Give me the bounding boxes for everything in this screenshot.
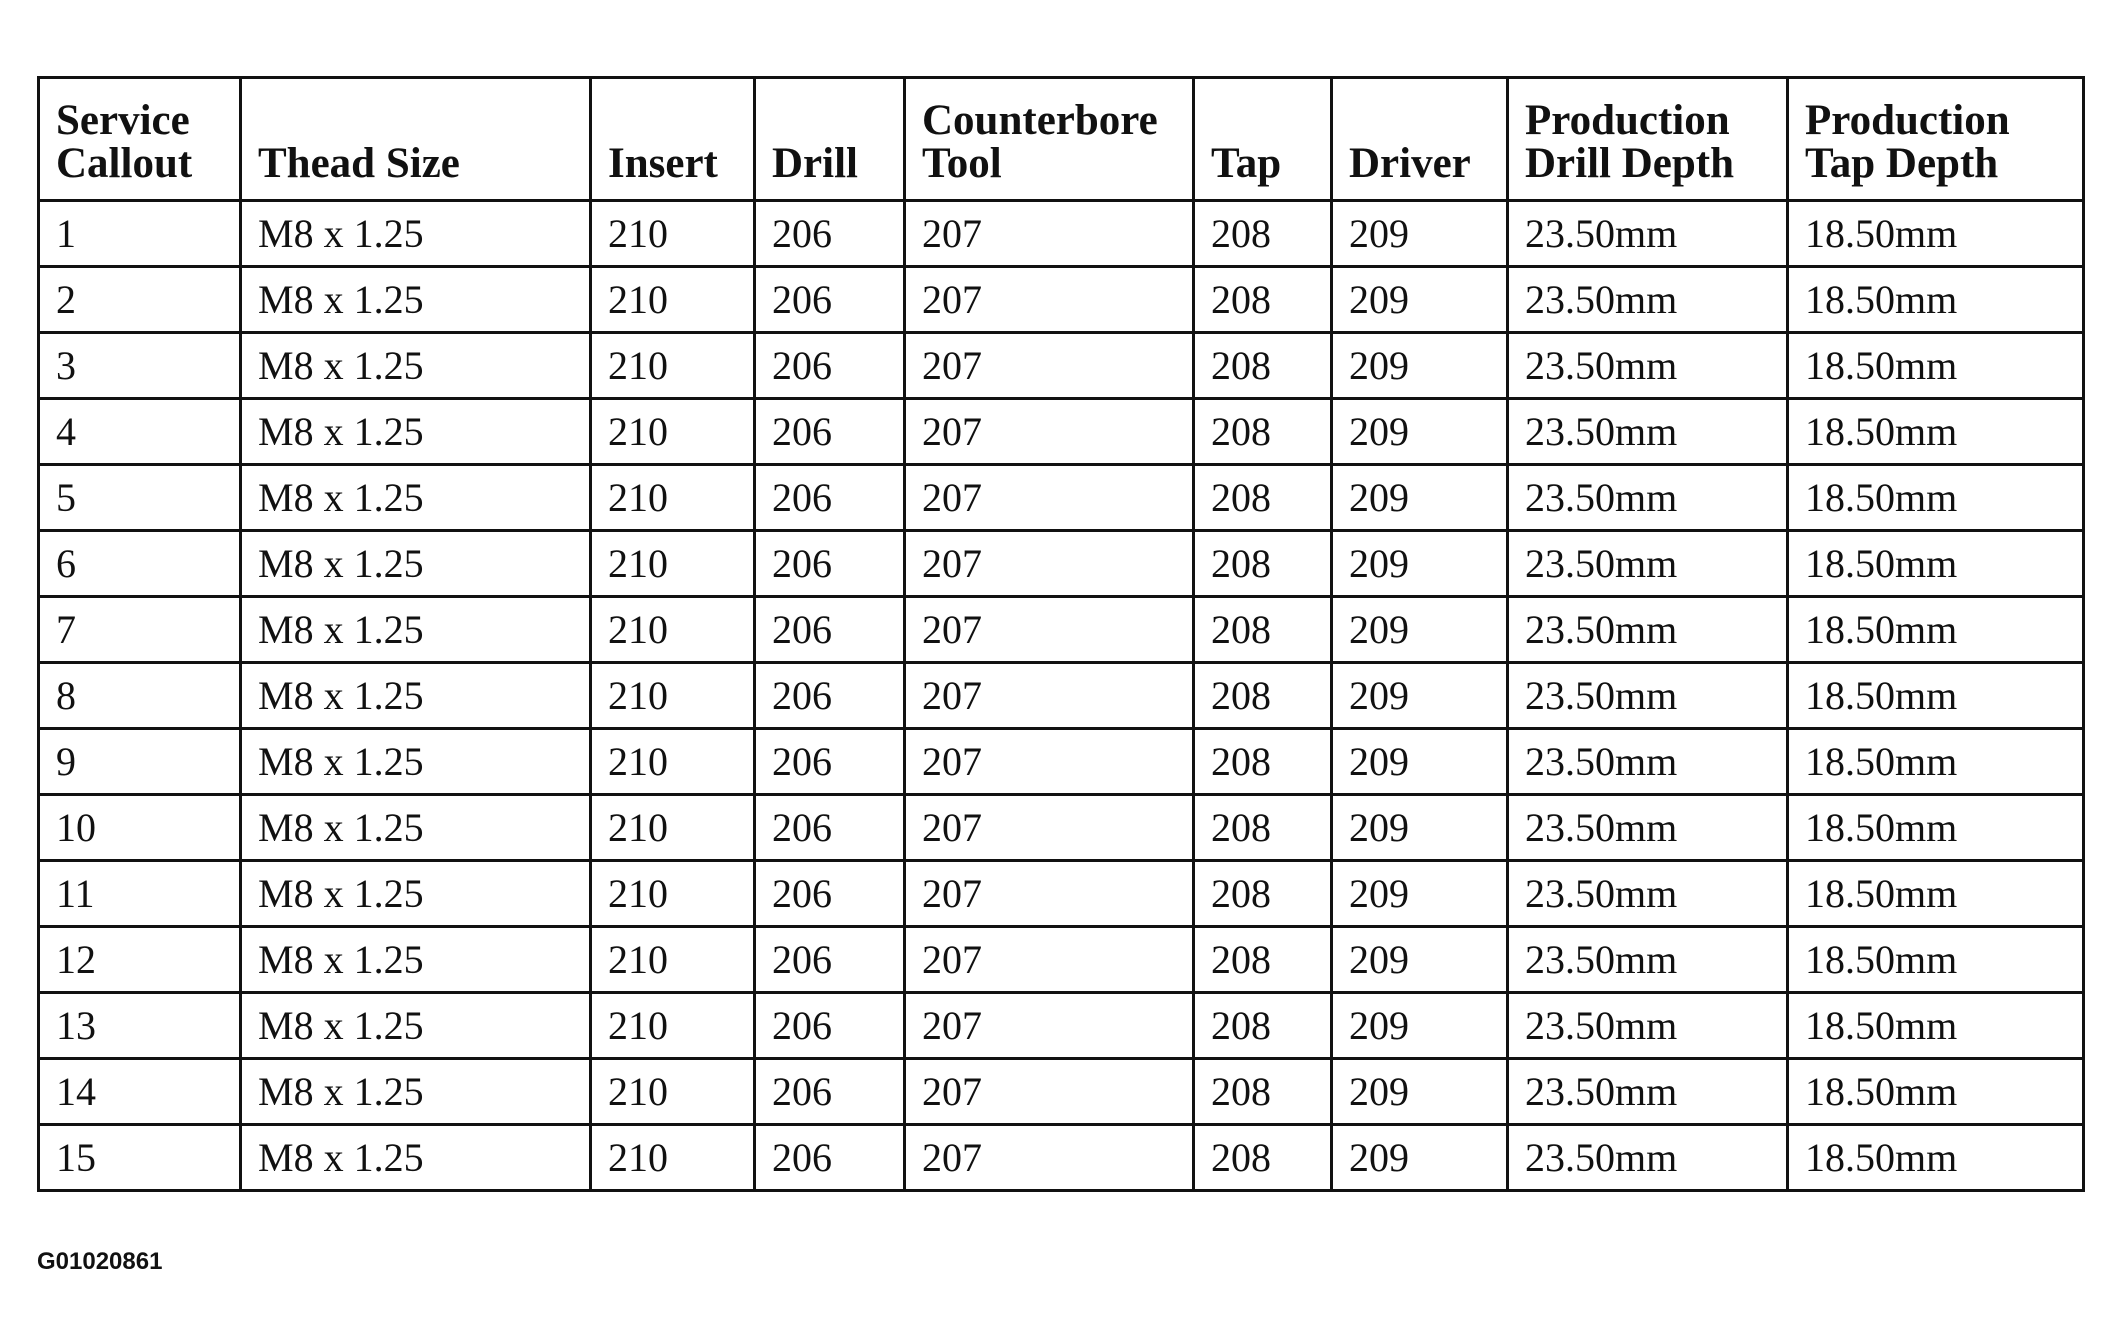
cell-thread-size: M8 x 1.25: [241, 1059, 591, 1125]
column-header-tap: Tap: [1194, 78, 1332, 201]
table-row: [39, 597, 2084, 663]
column-header-counterbore-tool: Counterbore Tool: [905, 78, 1194, 201]
cell-thread-size: M8 x 1.25: [241, 399, 591, 465]
cell-driver: 209: [1332, 267, 1508, 333]
cell-tap: 208: [1194, 597, 1332, 663]
cell-drill: 206: [755, 993, 905, 1059]
cell-production-drill-depth: 23.50mm: [1508, 1059, 1788, 1125]
cell-tap: 208: [1194, 1125, 1332, 1191]
cell-production-tap-depth: 18.50mm: [1788, 861, 2084, 927]
cell-thread-size: M8 x 1.25: [241, 861, 591, 927]
cell-insert: 210: [591, 927, 755, 993]
cell-insert: 210: [591, 201, 755, 267]
table-row: [39, 729, 2084, 795]
cell-thread-size: M8 x 1.25: [241, 597, 591, 663]
cell-drill: 206: [755, 663, 905, 729]
table-row: [39, 663, 2084, 729]
column-header-drill: Drill: [755, 78, 905, 201]
cell-service-callout: 8: [39, 663, 241, 729]
table-body: [39, 201, 2084, 1191]
cell-tap: 208: [1194, 861, 1332, 927]
cell-service-callout: 5: [39, 465, 241, 531]
cell-production-tap-depth: 18.50mm: [1788, 729, 2084, 795]
column-header-production-drill-depth: Production Drill Depth: [1508, 78, 1788, 201]
cell-tap: 208: [1194, 729, 1332, 795]
table-row: [39, 927, 2084, 993]
cell-production-drill-depth: 23.50mm: [1508, 399, 1788, 465]
cell-service-callout: 4: [39, 399, 241, 465]
cell-drill: 206: [755, 861, 905, 927]
cell-tap: 208: [1194, 927, 1332, 993]
cell-counterbore-tool: 207: [905, 795, 1194, 861]
cell-counterbore-tool: 207: [905, 993, 1194, 1059]
cell-production-tap-depth: 18.50mm: [1788, 465, 2084, 531]
header-row: [39, 78, 2084, 201]
cell-drill: 206: [755, 465, 905, 531]
cell-production-drill-depth: 23.50mm: [1508, 531, 1788, 597]
cell-drill: 206: [755, 267, 905, 333]
cell-service-callout: 7: [39, 597, 241, 663]
column-header-thread-size: Thead Size: [241, 78, 591, 201]
cell-drill: 206: [755, 597, 905, 663]
table-row: [39, 465, 2084, 531]
cell-counterbore-tool: 207: [905, 597, 1194, 663]
column-header-insert: Insert: [591, 78, 755, 201]
cell-tap: 208: [1194, 993, 1332, 1059]
cell-counterbore-tool: 207: [905, 465, 1194, 531]
cell-service-callout: 13: [39, 993, 241, 1059]
cell-driver: 209: [1332, 531, 1508, 597]
thread-repair-spec-table: [37, 76, 2085, 1192]
cell-production-drill-depth: 23.50mm: [1508, 201, 1788, 267]
cell-tap: 208: [1194, 201, 1332, 267]
cell-insert: 210: [591, 663, 755, 729]
cell-thread-size: M8 x 1.25: [241, 531, 591, 597]
cell-production-tap-depth: 18.50mm: [1788, 333, 2084, 399]
table-row: [39, 267, 2084, 333]
cell-insert: 210: [591, 861, 755, 927]
cell-driver: 209: [1332, 1059, 1508, 1125]
cell-service-callout: 2: [39, 267, 241, 333]
cell-tap: 208: [1194, 399, 1332, 465]
column-header-driver: Driver: [1332, 78, 1508, 201]
cell-counterbore-tool: 207: [905, 1125, 1194, 1191]
cell-driver: 209: [1332, 597, 1508, 663]
cell-counterbore-tool: 207: [905, 267, 1194, 333]
cell-drill: 206: [755, 399, 905, 465]
cell-production-tap-depth: 18.50mm: [1788, 531, 2084, 597]
cell-tap: 208: [1194, 795, 1332, 861]
cell-thread-size: M8 x 1.25: [241, 333, 591, 399]
cell-service-callout: 9: [39, 729, 241, 795]
cell-service-callout: 15: [39, 1125, 241, 1191]
cell-counterbore-tool: 207: [905, 201, 1194, 267]
cell-counterbore-tool: 207: [905, 333, 1194, 399]
cell-production-tap-depth: 18.50mm: [1788, 993, 2084, 1059]
table-row: [39, 399, 2084, 465]
cell-thread-size: M8 x 1.25: [241, 795, 591, 861]
cell-service-callout: 6: [39, 531, 241, 597]
cell-drill: 206: [755, 795, 905, 861]
cell-production-drill-depth: 23.50mm: [1508, 333, 1788, 399]
cell-counterbore-tool: 207: [905, 927, 1194, 993]
cell-production-drill-depth: 23.50mm: [1508, 927, 1788, 993]
cell-production-tap-depth: 18.50mm: [1788, 399, 2084, 465]
cell-drill: 206: [755, 333, 905, 399]
cell-production-tap-depth: 18.50mm: [1788, 795, 2084, 861]
cell-driver: 209: [1332, 861, 1508, 927]
cell-production-tap-depth: 18.50mm: [1788, 597, 2084, 663]
cell-driver: 209: [1332, 1125, 1508, 1191]
column-header-service-callout: Service Callout: [39, 78, 241, 201]
cell-service-callout: 10: [39, 795, 241, 861]
cell-drill: 206: [755, 927, 905, 993]
figure-id: G01020861: [37, 1248, 163, 1275]
cell-driver: 209: [1332, 927, 1508, 993]
cell-drill: 206: [755, 1059, 905, 1125]
cell-driver: 209: [1332, 465, 1508, 531]
cell-drill: 206: [755, 201, 905, 267]
cell-service-callout: 11: [39, 861, 241, 927]
cell-thread-size: M8 x 1.25: [241, 1125, 591, 1191]
cell-thread-size: M8 x 1.25: [241, 201, 591, 267]
cell-production-tap-depth: 18.50mm: [1788, 927, 2084, 993]
cell-production-tap-depth: 18.50mm: [1788, 663, 2084, 729]
cell-counterbore-tool: 207: [905, 399, 1194, 465]
table-row: [39, 333, 2084, 399]
cell-service-callout: 14: [39, 1059, 241, 1125]
cell-tap: 208: [1194, 465, 1332, 531]
cell-production-drill-depth: 23.50mm: [1508, 663, 1788, 729]
cell-tap: 208: [1194, 333, 1332, 399]
cell-thread-size: M8 x 1.25: [241, 729, 591, 795]
cell-insert: 210: [591, 729, 755, 795]
cell-insert: 210: [591, 795, 755, 861]
cell-driver: 209: [1332, 201, 1508, 267]
cell-production-drill-depth: 23.50mm: [1508, 267, 1788, 333]
cell-service-callout: 12: [39, 927, 241, 993]
cell-counterbore-tool: 207: [905, 663, 1194, 729]
cell-production-tap-depth: 18.50mm: [1788, 267, 2084, 333]
cell-driver: 209: [1332, 399, 1508, 465]
cell-drill: 206: [755, 531, 905, 597]
cell-tap: 208: [1194, 1059, 1332, 1125]
column-header-production-tap-depth: Production Tap Depth: [1788, 78, 2084, 201]
cell-insert: 210: [591, 333, 755, 399]
cell-counterbore-tool: 207: [905, 729, 1194, 795]
cell-production-drill-depth: 23.50mm: [1508, 1125, 1788, 1191]
table-row: [39, 993, 2084, 1059]
table-row: [39, 861, 2084, 927]
cell-driver: 209: [1332, 993, 1508, 1059]
cell-thread-size: M8 x 1.25: [241, 267, 591, 333]
cell-driver: 209: [1332, 333, 1508, 399]
cell-thread-size: M8 x 1.25: [241, 927, 591, 993]
cell-production-drill-depth: 23.50mm: [1508, 795, 1788, 861]
cell-service-callout: 3: [39, 333, 241, 399]
table-row: [39, 795, 2084, 861]
cell-insert: 210: [591, 465, 755, 531]
cell-tap: 208: [1194, 531, 1332, 597]
cell-thread-size: M8 x 1.25: [241, 663, 591, 729]
cell-insert: 210: [591, 993, 755, 1059]
cell-production-tap-depth: 18.50mm: [1788, 201, 2084, 267]
cell-drill: 206: [755, 729, 905, 795]
cell-insert: 210: [591, 267, 755, 333]
table-row: [39, 201, 2084, 267]
cell-drill: 206: [755, 1125, 905, 1191]
cell-thread-size: M8 x 1.25: [241, 465, 591, 531]
cell-counterbore-tool: 207: [905, 1059, 1194, 1125]
cell-counterbore-tool: 207: [905, 861, 1194, 927]
cell-service-callout: 1: [39, 201, 241, 267]
table-row: [39, 531, 2084, 597]
cell-insert: 210: [591, 1059, 755, 1125]
cell-tap: 208: [1194, 663, 1332, 729]
cell-driver: 209: [1332, 729, 1508, 795]
cell-driver: 209: [1332, 795, 1508, 861]
cell-insert: 210: [591, 399, 755, 465]
cell-thread-size: M8 x 1.25: [241, 993, 591, 1059]
cell-production-drill-depth: 23.50mm: [1508, 993, 1788, 1059]
cell-tap: 208: [1194, 267, 1332, 333]
cell-production-tap-depth: 18.50mm: [1788, 1125, 2084, 1191]
cell-production-drill-depth: 23.50mm: [1508, 729, 1788, 795]
cell-counterbore-tool: 207: [905, 531, 1194, 597]
cell-insert: 210: [591, 1125, 755, 1191]
cell-production-drill-depth: 23.50mm: [1508, 861, 1788, 927]
cell-driver: 209: [1332, 663, 1508, 729]
cell-production-tap-depth: 18.50mm: [1788, 1059, 2084, 1125]
cell-insert: 210: [591, 531, 755, 597]
table-row: [39, 1059, 2084, 1125]
table-row: [39, 1125, 2084, 1191]
cell-production-drill-depth: 23.50mm: [1508, 597, 1788, 663]
cell-production-drill-depth: 23.50mm: [1508, 465, 1788, 531]
cell-insert: 210: [591, 597, 755, 663]
